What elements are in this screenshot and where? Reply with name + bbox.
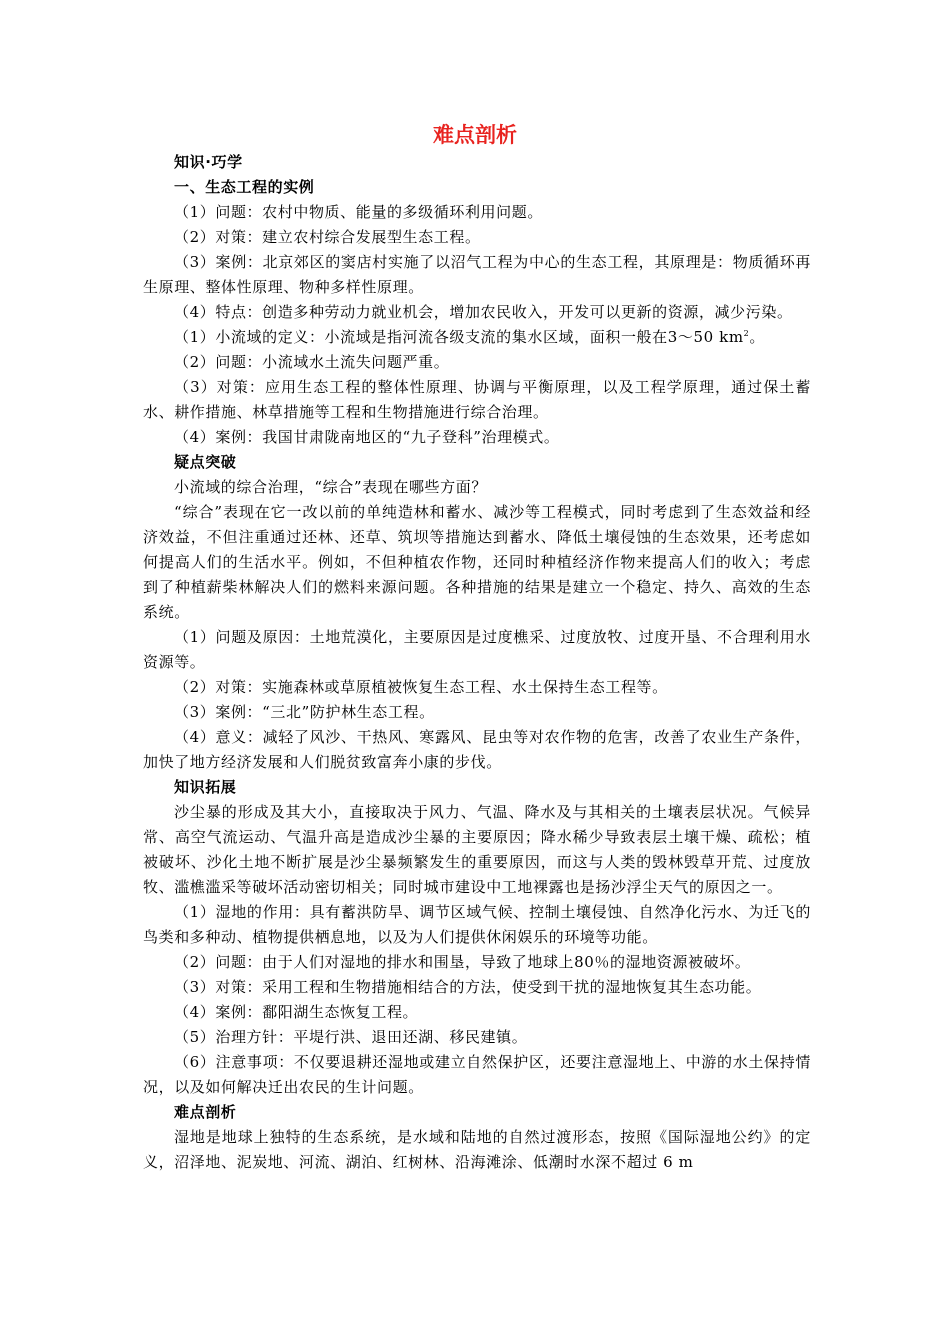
paragraph: （3）对策：应用生态工程的整体性原理、协调与平衡原理，以及工程学原理，通过保土蓄水、耕作措施、林草措施等工程和生物措施进行综合治理。	[143, 378, 811, 421]
paragraph: （5）治理方针：平堤行洪、退田还湖、移民建镇。	[174, 1028, 528, 1046]
paragraph	[143, 325, 811, 350]
paragraph: （2）问题：小流域水土流失问题严重。	[174, 353, 450, 371]
paragraph: （3）案例：“三北”防护林生态工程。	[174, 703, 435, 721]
paragraph: （2）问题：由于人们对湿地的排水和围垦，导致了地球上80％的湿地资源被破坏。	[174, 953, 751, 971]
paragraph: （4）特点：创造多种劳动力就业机会，增加农民收入，开发可以更新的资源，减少污染。	[174, 303, 793, 321]
paragraph: 湿地是地球上独特的生态系统，是水域和陆地的自然过渡形态，按照《国际湿地公约》的定义，沼泽地、泥炭地、河流、湖泊、红树林、沿海滩涂、低潮时水深不超过 6 m	[143, 1128, 811, 1171]
paragraph: （4）意义：减轻了风沙、干热风、寒露风、昆虫等对农作物的危害，改善了农业生产条件，加快了地方经济发展和人们脱贫致富奔小康的步伐。	[143, 728, 811, 771]
superscript: 2	[743, 329, 750, 338]
paragraph: 沙尘暴的形成及其大小，直接取决于风力、气温、降水及与其相关的土壤表层状况。气候异常、高空气流运动、气温升高是造成沙尘暴的主要原因；降水稀少导致表层土壤干燥、疏松；植被破坏、沙化土地不断扩展是沙尘暴频繁发生的重要原因，而这与人类的毁林毁草开荒、过度放牧、滥樵滥采等破坏活动密切相关；同时城市建设中工地裸露也是扬沙浮尘天气的原因之一。	[143, 803, 811, 896]
paragraph-text: （1）小流域的定义：小流域是指河流各级支流的集水区域，面积一般在3～50 km	[174, 328, 744, 346]
section-heading: 难点剖析	[174, 1103, 237, 1121]
section-heading: 知识·巧学	[174, 153, 243, 171]
document-body	[143, 150, 811, 1175]
paragraph: （1）问题：农村中物质、能量的多级循环利用问题。	[174, 203, 543, 221]
paragraph: （1）问题及原因：土地荒漠化，主要原因是过度樵采、过度放牧、过度开垦、不合理利用水资源等。	[143, 628, 811, 671]
section-heading: 一、生态工程的实例	[174, 178, 315, 196]
paragraph: （4）案例：我国甘肃陇南地区的“九子登科”治理模式。	[174, 428, 560, 446]
paragraph-tail: 。	[749, 328, 765, 346]
paragraph: （6）注意事项：不仅要退耕还湿地或建立自然保护区，还要注意湿地上、中游的水土保持情况，以及如何解决迁出农民的生计问题。	[143, 1053, 811, 1096]
paragraph: （2）对策：建立农村综合发展型生态工程。	[174, 228, 481, 246]
paragraph: 小流域的综合治理，“综合”表现在哪些方面？	[174, 478, 487, 496]
paragraph: （1）湿地的作用：具有蓄洪防旱、调节区域气候、控制土壤侵蚀、自然净化污水、为迁飞的鸟类和多种动、植物提供栖息地，以及为人们提供休闲娱乐的环境等功能。	[143, 903, 811, 946]
section-heading: 疑点突破	[174, 453, 237, 471]
page-title: 难点剖析	[433, 123, 517, 147]
paragraph: （3）案例：北京郊区的窦店村实施了以沼气工程为中心的生态工程，其原理是：物质循环再生原理、整体性原理、物种多样性原理。	[143, 253, 811, 296]
paragraph: “综合”表现在它一改以前的单纯造林和蓄水、减沙等工程模式，同时考虑到了生态效益和经济效益，不但注重通过还林、还草、筑坝等措施达到蓄水、降低土壤侵蚀的生态效果，还考虑如何提高人们的生活水平。例如，不但种植农作物，还同时种植经济作物来提高人们的收入；考虑到了种植薪柴林解决人们的燃料来源问题。各种措施的结果是建立一个稳定、持久、高效的生态系统。	[143, 503, 811, 621]
paragraph: （4）案例：鄱阳湖生态恢复工程。	[174, 1003, 419, 1021]
paragraph: （2）对策：实施森林或草原植被恢复生态工程、水土保持生态工程等。	[174, 678, 668, 696]
paragraph: （3）对策：采用工程和生物措施相结合的方法，使受到干扰的湿地恢复其生态功能。	[174, 978, 762, 996]
section-heading: 知识拓展	[174, 778, 237, 796]
